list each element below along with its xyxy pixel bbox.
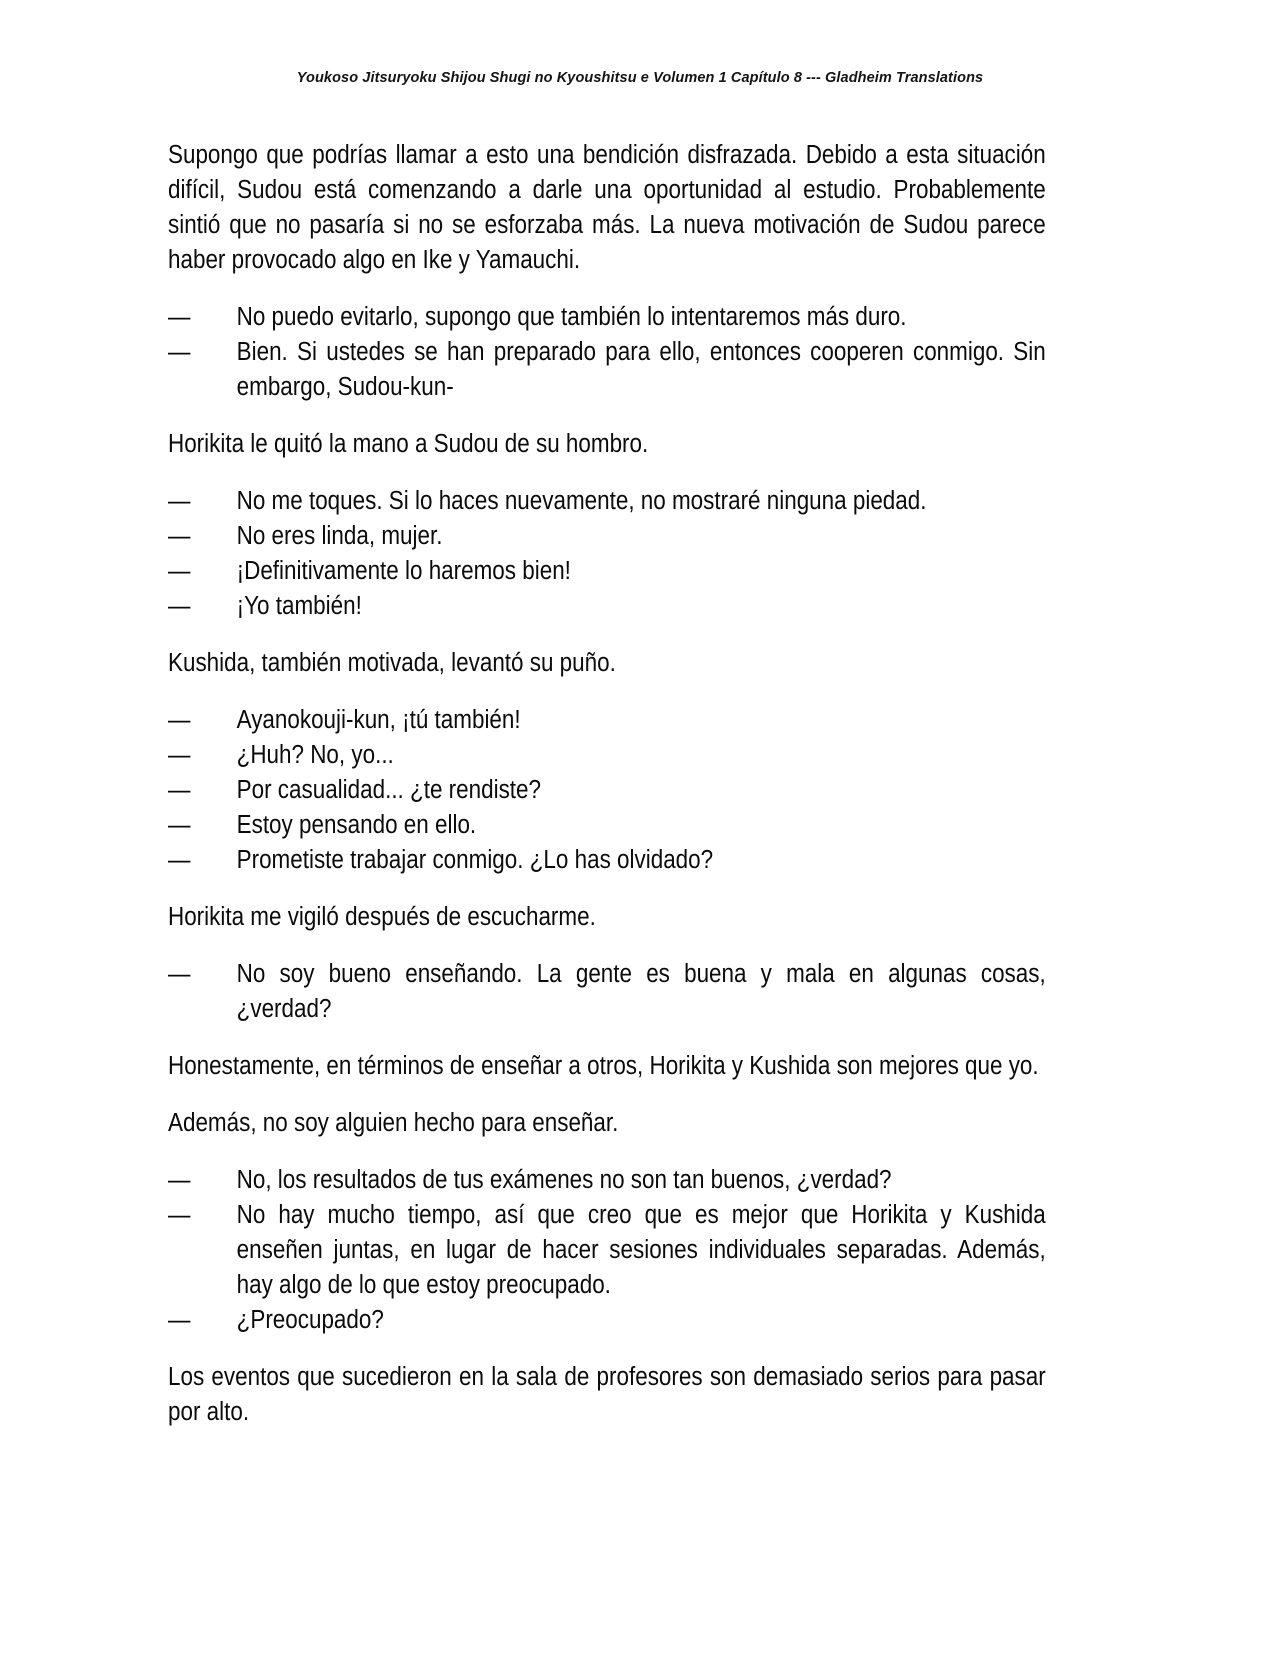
- dialogue-line: [168, 703, 1046, 738]
- dialogue-block: [168, 1163, 1046, 1338]
- em-dash-marker: —: [168, 338, 191, 366]
- dialogue-text: No, los resultados de tus exámenes no son tan buenos, ¿verdad?: [236, 1166, 892, 1194]
- dialogue-line: [168, 335, 1046, 405]
- dialogue-text: No eres linda, mujer.: [236, 522, 443, 550]
- em-dash-marker: —: [168, 303, 191, 331]
- body-paragraph: Supongo que podrías llamar a esto una bendición disfrazada. Debido a esta situación difícil, Sudou está comenzando a darle una oportunidad al estudio. Probablemente sintió que no pasaría si no se esforzaba más. La nueva motivación de Sudou parece haber provocado algo en Ike y Yamauchi.: [168, 141, 1046, 274]
- em-dash-marker: —: [168, 487, 191, 515]
- dialogue-text: ¿Huh? No, yo...: [236, 741, 394, 769]
- body-paragraph: Los eventos que sucedieron en la sala de profesores son demasiado serios para pasar por alto.: [168, 1363, 1046, 1426]
- dialogue-line: [168, 1303, 1046, 1338]
- dialogue-line: [168, 300, 1046, 335]
- dialogue-line: [168, 554, 1046, 589]
- dialogue-line: [168, 773, 1046, 808]
- dialogue-text: Estoy pensando en ello.: [236, 811, 477, 839]
- dialogue-line: [168, 589, 1046, 624]
- running-header: Youkoso Jitsuryoku Shijou Shugi no Kyoushitsu e Volumen 1 Capítulo 8 --- Gladheim Translations: [296, 70, 984, 86]
- document-body: [168, 138, 1046, 1452]
- dialogue-line: [168, 843, 1046, 878]
- em-dash-marker: —: [168, 1166, 191, 1194]
- body-paragraph: Horikita le quitó la mano a Sudou de su hombro.: [168, 430, 649, 458]
- em-dash-marker: —: [168, 960, 191, 988]
- dialogue-line: [168, 738, 1046, 773]
- dialogue-block: [168, 484, 1046, 624]
- dialogue-text: No puedo evitarlo, supongo que también lo intentaremos más duro.: [236, 303, 907, 331]
- em-dash-marker: —: [168, 706, 191, 734]
- dialogue-text: No me toques. Si lo haces nuevamente, no mostraré ninguna piedad.: [236, 487, 927, 515]
- em-dash-marker: —: [168, 1201, 191, 1229]
- em-dash-marker: —: [168, 592, 191, 620]
- em-dash-marker: —: [168, 741, 191, 769]
- dialogue-text: Por casualidad... ¿te rendiste?: [236, 776, 541, 804]
- em-dash-marker: —: [168, 557, 191, 585]
- dialogue-text: Ayanokouji-kun, ¡tú también!: [236, 706, 521, 734]
- em-dash-marker: —: [168, 1306, 191, 1334]
- dialogue-line: [168, 957, 1046, 1027]
- body-paragraph: Además, no soy alguien hecho para enseñar.: [168, 1109, 619, 1137]
- em-dash-marker: —: [168, 811, 191, 839]
- em-dash-marker: —: [168, 846, 191, 874]
- dialogue-text: Prometiste trabajar conmigo. ¿Lo has olvidado?: [236, 846, 714, 874]
- dialogue-text: No hay mucho tiempo, así que creo que es mejor que Horikita y Kushida enseñen juntas, en lugar de hacer sesiones individuales separadas. Además, hay algo de lo que estoy preocupado.: [236, 1201, 1046, 1299]
- dialogue-block: [168, 300, 1046, 405]
- body-paragraph: Kushida, también motivada, levantó su puño.: [168, 649, 616, 677]
- dialogue-text: No soy bueno enseñando. La gente es buena y mala en algunas cosas, ¿verdad?: [236, 960, 1046, 1023]
- body-paragraph: Honestamente, en términos de enseñar a otros, Horikita y Kushida son mejores que yo.: [168, 1052, 1039, 1080]
- dialogue-text: ¿Preocupado?: [236, 1306, 384, 1334]
- dialogue-block: [168, 957, 1046, 1027]
- dialogue-block: [168, 703, 1046, 878]
- dialogue-line: [168, 1163, 1046, 1198]
- dialogue-line: [168, 484, 1046, 519]
- dialogue-text: ¡Yo también!: [236, 592, 362, 620]
- em-dash-marker: —: [168, 776, 191, 804]
- em-dash-marker: —: [168, 522, 191, 550]
- dialogue-text: ¡Definitivamente lo haremos bien!: [236, 557, 571, 585]
- body-paragraph: Horikita me vigiló después de escucharme.: [168, 903, 596, 931]
- dialogue-text: Bien. Si ustedes se han preparado para ello, entonces cooperen conmigo. Sin embargo, Sudou-kun-: [236, 338, 1046, 401]
- dialogue-line: [168, 1198, 1046, 1303]
- dialogue-line: [168, 808, 1046, 843]
- dialogue-line: [168, 519, 1046, 554]
